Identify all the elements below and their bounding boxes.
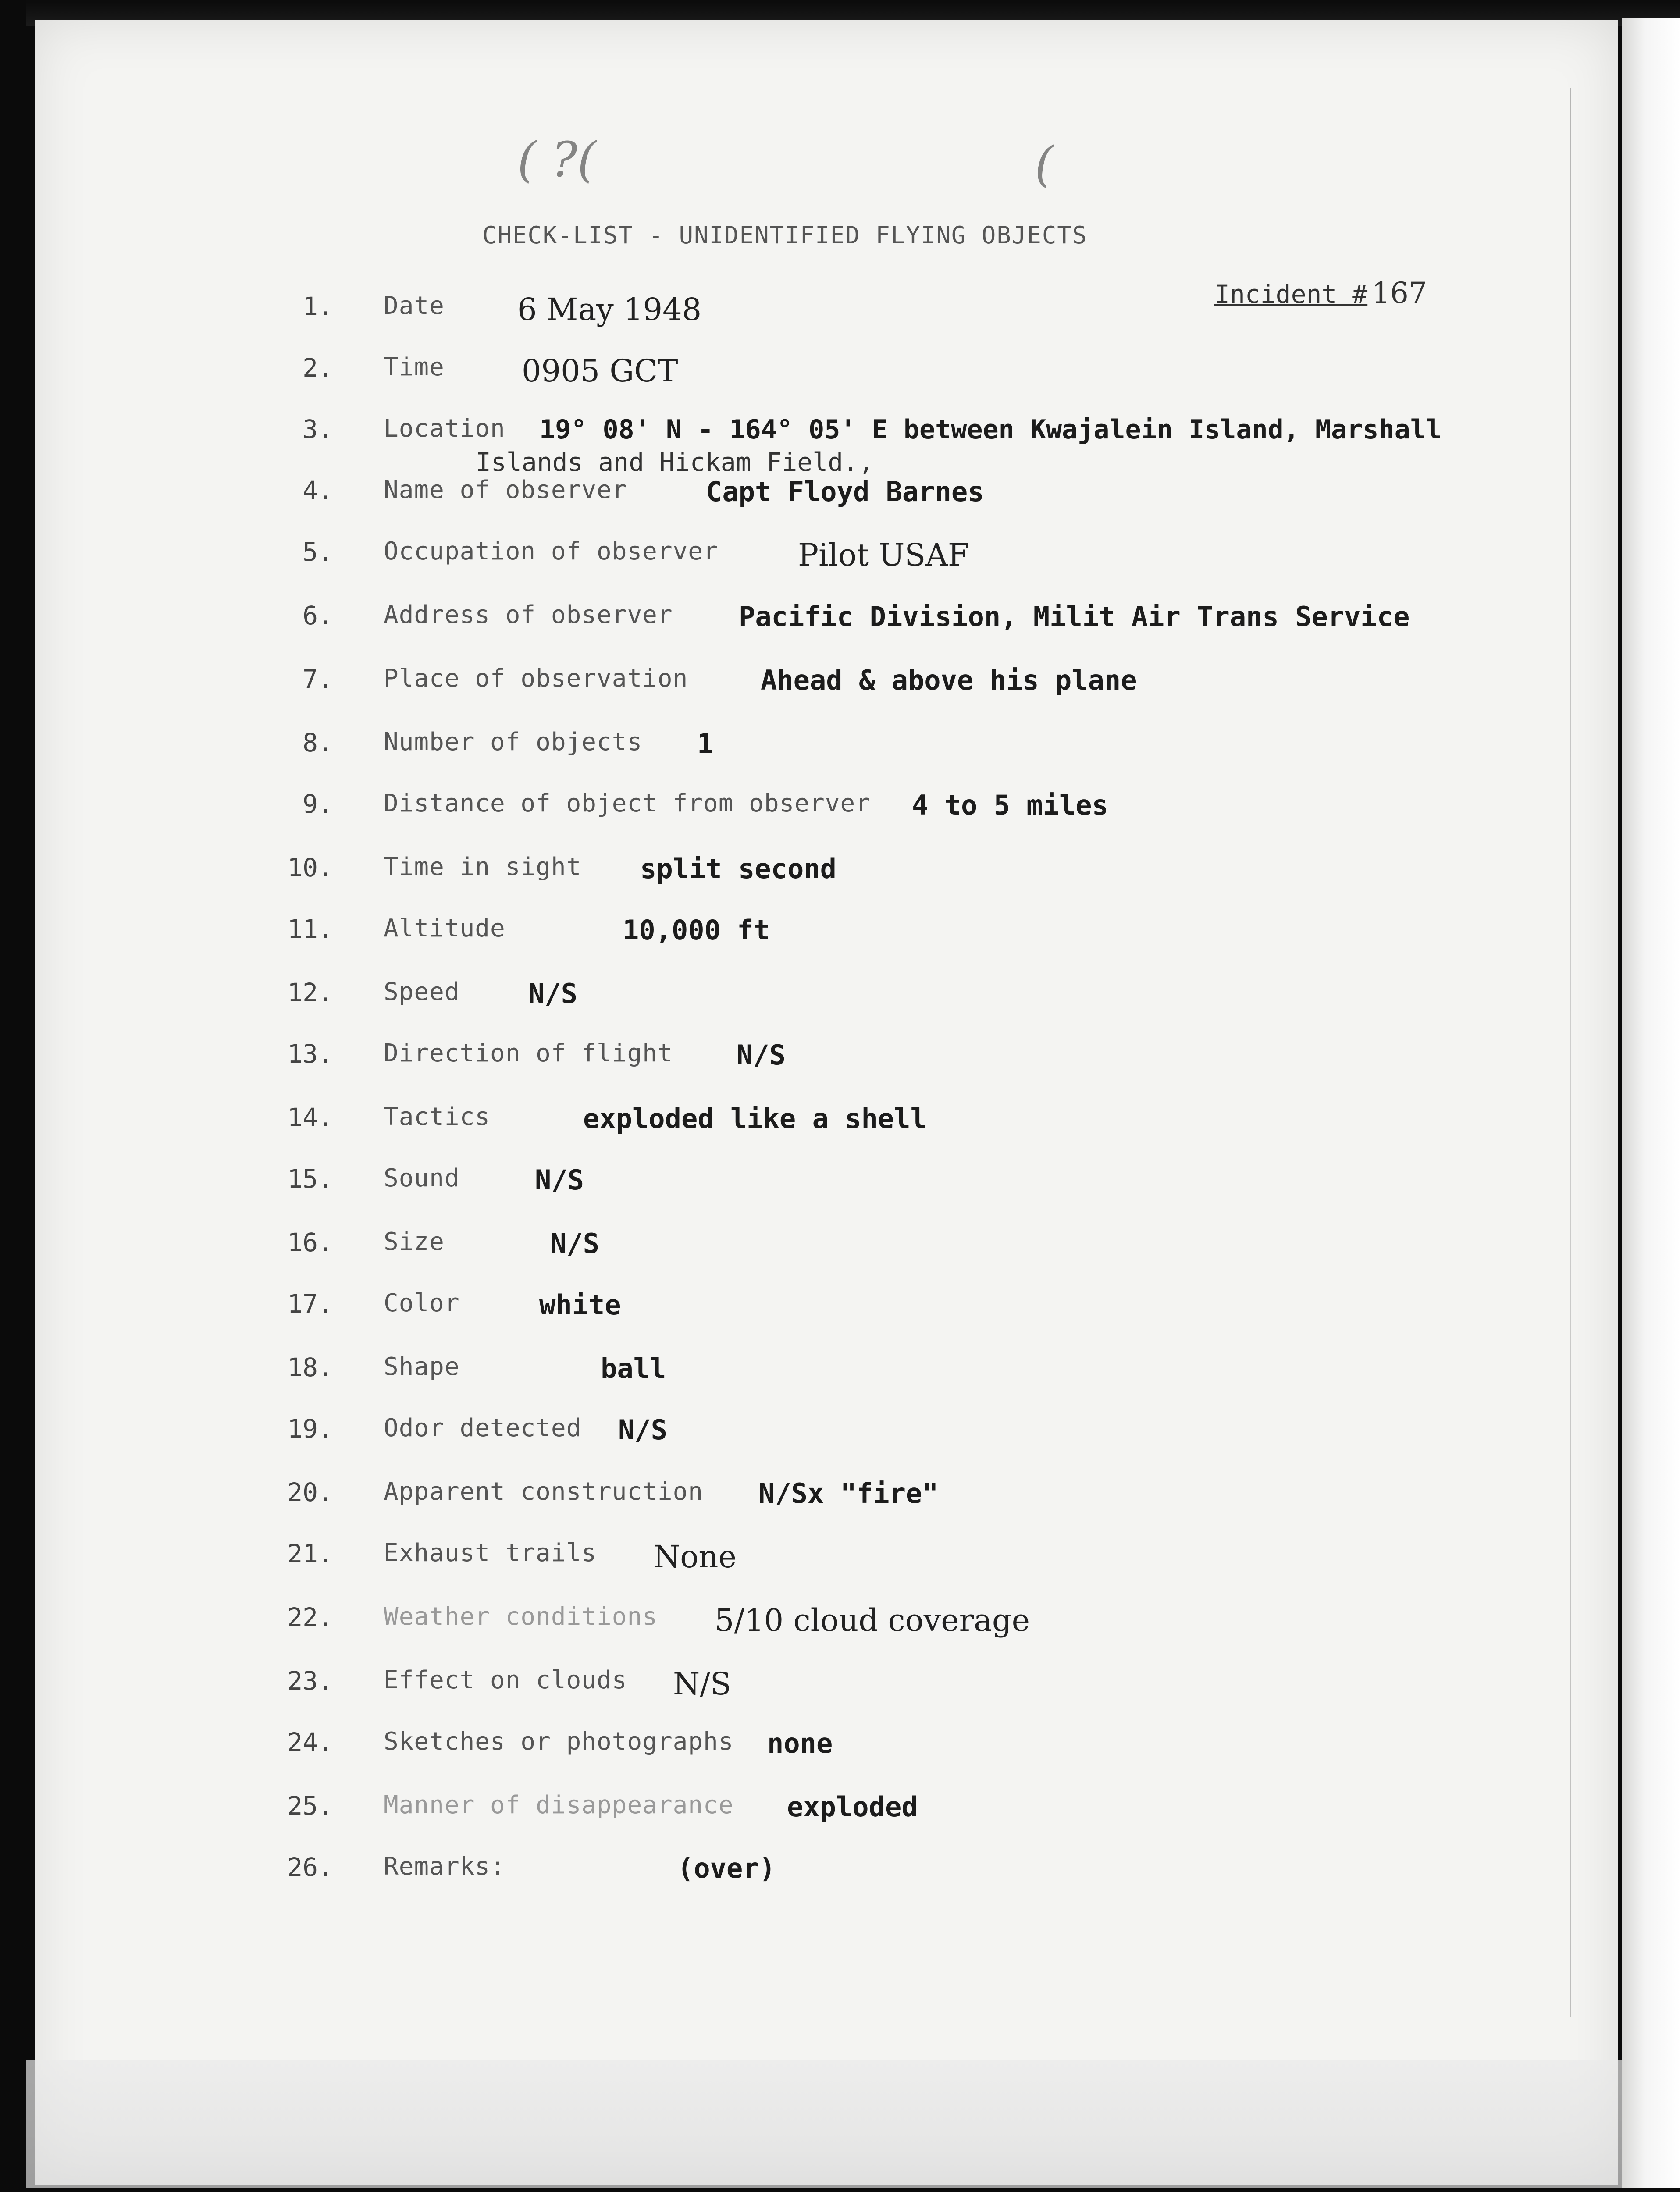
item-label: Time <box>384 353 445 381</box>
item-value: 1 <box>697 728 714 760</box>
item-label: Date <box>384 292 445 320</box>
item-value: N/S <box>535 1164 584 1196</box>
page-right-margin <box>1622 18 1680 2192</box>
item-number: 18. <box>287 1352 333 1382</box>
item-value: N/S <box>550 1228 599 1260</box>
item-value: exploded like a shell <box>583 1103 927 1135</box>
checklist-row <box>0 1289 1534 1328</box>
item-label: Effect on clouds <box>384 1666 627 1694</box>
item-value: Pilot USAF <box>798 537 969 573</box>
item-value: N/Sx "fire" <box>758 1477 939 1509</box>
item-value: none <box>767 1727 833 1759</box>
incident-label: Incident # <box>1214 279 1368 309</box>
item-value: 4 to 5 miles <box>912 789 1108 821</box>
faint-pencil-mark: ( <box>1035 136 1054 192</box>
item-number: 10. <box>287 853 333 882</box>
item-number: 26. <box>287 1852 333 1882</box>
item-number: 5. <box>303 537 333 567</box>
checklist-row <box>0 853 1534 892</box>
item-value: N/S <box>618 1414 667 1446</box>
item-label: Altitude <box>384 914 505 943</box>
checklist-row <box>0 664 1534 704</box>
item-value: N/S <box>737 1039 786 1071</box>
item-label: Place of observation <box>384 664 688 693</box>
item-number: 11. <box>287 914 333 944</box>
item-number: 14. <box>287 1103 333 1132</box>
scan-bottom-edge <box>0 2188 1680 2192</box>
item-label: Shape <box>384 1352 460 1381</box>
item-value: 6 May 1948 <box>517 292 702 327</box>
item-number: 3. <box>303 414 333 444</box>
item-number: 15. <box>287 1164 333 1194</box>
item-label: Name of observer <box>384 476 627 504</box>
item-label: Direction of flight <box>384 1039 673 1068</box>
checklist-row <box>0 537 1534 576</box>
item-value: None <box>653 1539 737 1575</box>
item-number: 23. <box>287 1666 333 1696</box>
checklist-row <box>0 1352 1534 1392</box>
item-number: 7. <box>303 664 333 694</box>
location-continuation: Islands and Hickam Field., <box>476 447 874 477</box>
checklist-row <box>0 1164 1534 1203</box>
item-number: 20. <box>287 1477 333 1507</box>
item-label: Odor detected <box>384 1414 582 1442</box>
checklist-row <box>0 978 1534 1017</box>
checklist-row <box>0 1103 1534 1142</box>
item-label: Size <box>384 1228 445 1256</box>
item-number: 24. <box>287 1727 333 1757</box>
item-number: 17. <box>287 1289 333 1319</box>
checklist-row <box>0 914 1534 954</box>
item-label: Remarks: <box>384 1852 505 1881</box>
item-label: Exhaust trails <box>384 1539 597 1567</box>
item-number: 8. <box>303 728 333 758</box>
page-bottom-shadow <box>26 2060 1622 2192</box>
item-value: 5/10 cloud coverage <box>715 1602 1030 1638</box>
item-value: (over) <box>677 1852 776 1884</box>
item-value: Pacific Division, Milit Air Trans Service <box>739 601 1410 633</box>
page-fold-line <box>1570 88 1571 2017</box>
item-label: Sound <box>384 1164 460 1192</box>
item-label: Apparent construction <box>384 1477 704 1506</box>
item-number: 9. <box>303 789 333 819</box>
checklist-row <box>0 292 1534 331</box>
checklist-row <box>0 1539 1534 1578</box>
item-number: 13. <box>287 1039 333 1069</box>
item-label: Location <box>384 414 505 443</box>
item-number: 25. <box>287 1791 333 1821</box>
checklist-row <box>0 1727 1534 1767</box>
item-number: 16. <box>287 1228 333 1257</box>
item-label: Manner of disappearance <box>384 1791 734 1819</box>
checklist-row <box>0 1791 1534 1830</box>
checklist-row <box>0 601 1534 640</box>
item-number: 21. <box>287 1539 333 1569</box>
checklist-row <box>0 353 1534 392</box>
item-value: exploded <box>787 1791 918 1823</box>
item-value: ball <box>601 1352 666 1384</box>
item-number: 22. <box>287 1602 333 1632</box>
item-label: Speed <box>384 978 460 1006</box>
item-number: 1. <box>303 292 333 321</box>
item-label: Distance of object from observer <box>384 789 871 818</box>
item-number: 6. <box>303 601 333 630</box>
item-label: Occupation of observer <box>384 537 719 566</box>
checklist-row <box>0 476 1534 515</box>
item-value: white <box>539 1289 621 1321</box>
item-label: Time in sight <box>384 853 582 881</box>
item-value: 10,000 ft <box>623 914 770 946</box>
item-number: 12. <box>287 978 333 1007</box>
checklist-row <box>0 1228 1534 1267</box>
item-label: Weather conditions <box>384 1602 658 1631</box>
item-number: 19. <box>287 1414 333 1444</box>
item-label: Sketches or photographs <box>384 1727 734 1756</box>
item-label: Number of objects <box>384 728 643 756</box>
checklist-row <box>0 1852 1534 1892</box>
item-value: N/S <box>528 978 577 1010</box>
item-label: Tactics <box>384 1103 491 1131</box>
checklist-row <box>0 728 1534 767</box>
item-value: Capt Floyd Barnes <box>706 476 984 508</box>
item-value: 0905 GCT <box>522 353 678 389</box>
item-number: 2. <box>303 353 333 383</box>
checklist-row <box>0 1414 1534 1453</box>
faint-pencil-mark: ( ?( <box>517 132 596 188</box>
item-label: Color <box>384 1289 460 1317</box>
item-value: split second <box>640 853 836 885</box>
document-title: CHECK-LIST - UNIDENTIFIED FLYING OBJECTS <box>482 221 1088 249</box>
item-value: Ahead & above his plane <box>761 664 1137 696</box>
item-label: Address of observer <box>384 601 673 629</box>
checklist-row <box>0 789 1534 829</box>
checklist-row <box>0 1602 1534 1642</box>
incident-value: 167 <box>1371 276 1427 310</box>
item-value: N/S <box>673 1666 731 1702</box>
item-value: 19° 08' N - 164° 05' E between Kwajalein Island, Marshall <box>539 414 1442 445</box>
item-number: 4. <box>303 476 333 505</box>
checklist-row <box>0 1477 1534 1517</box>
checklist-row <box>0 1666 1534 1705</box>
checklist-row <box>0 1039 1534 1078</box>
